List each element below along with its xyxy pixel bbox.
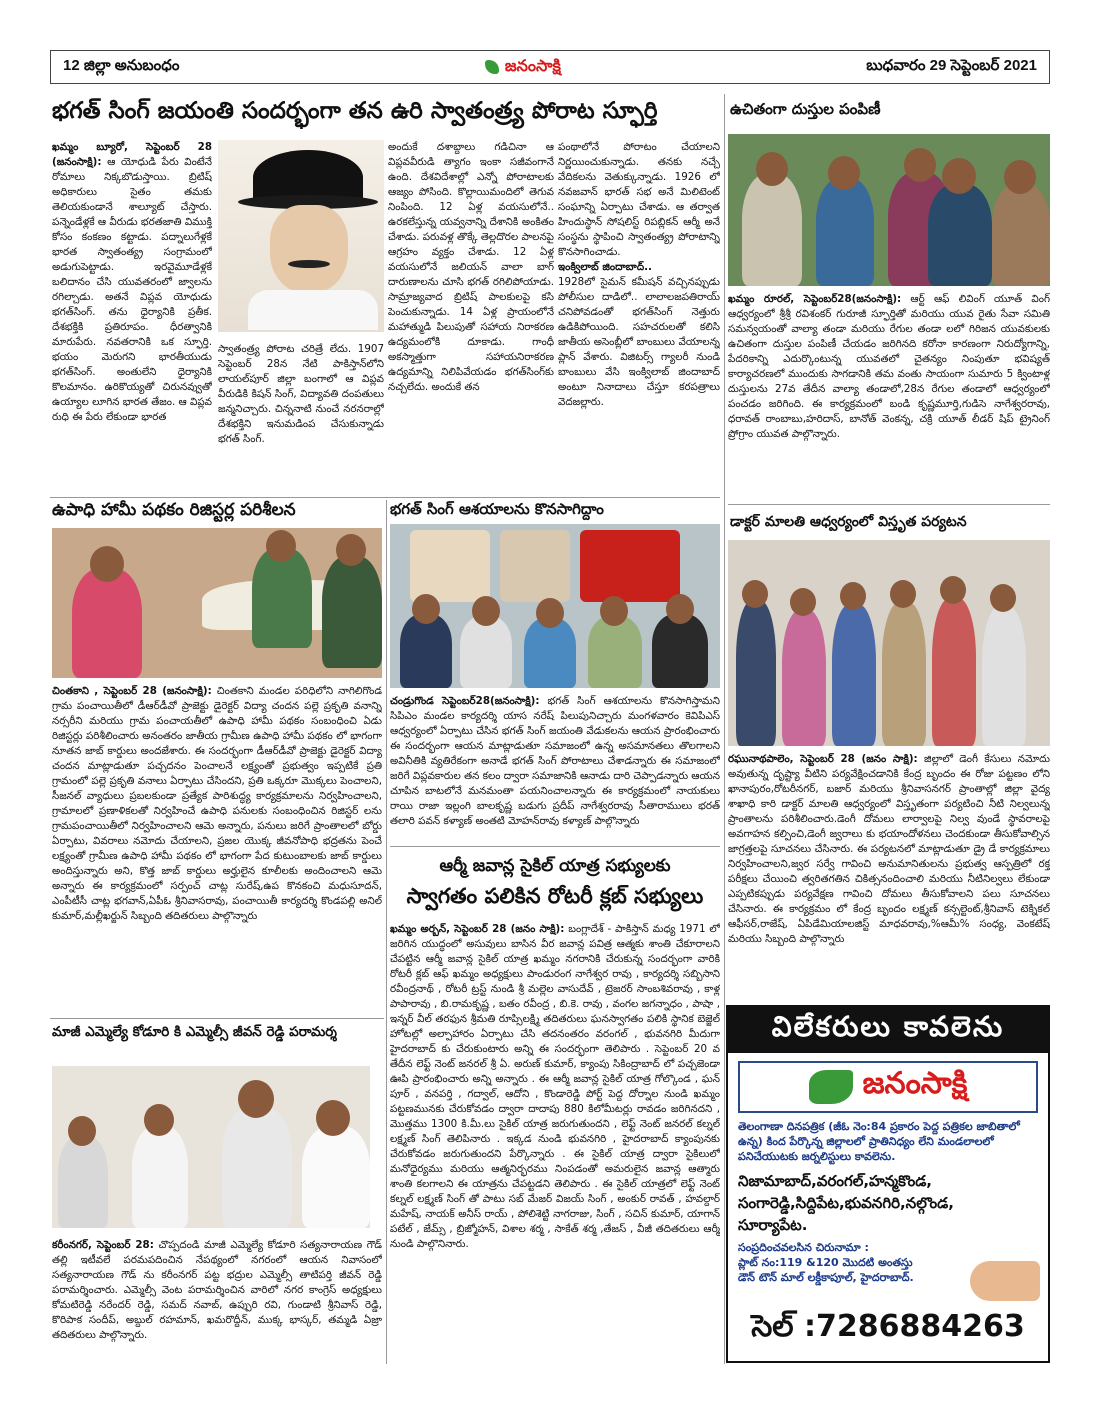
a1-col2: అందుకే దశాబ్దాలు గడిచినా ఆ విప్లవవీరుడి త్యాగం ఇంకా సజీవంగానే ఉంది. దేశవిదేశాల్లో ఎన్నో పోరాటాలకు ఆజ్యం పోసింది. కొల్లాయిమందిలో తెగువ నింపింది. 12 ఏళ్ల వయసులోనే.. ఉరకలేస్తున్న యవ్వనాన్ని దేశానికి అంకితం చేశాడు. పరువళ్ల తొక్కే తెల్లదొరల పాలనపై ఆగ్రహం వ్యక్తం చేశాడు. 12 ఏళ్ల వయసులోనే జలియన్ వాలా బాగ్ దారుణాలను చూసి భగత్ రగిలిపోయాడు. సామ్రాజ్యవాద బ్రిటిష్ పాలకులపై కసి పెంచుకున్నాడు. 14 ఏళ్ల ప్రాయంలోనే మహాత్ముడి పిలుపుతో సహాయ నిరాకరణ ఉద్యమంలోకి దూకాడు. గాంధీ అకస్మాత్తుగా సహాయనిరాకరణ ఉద్యమాన్ని నిలిపివేయడం భగత్‌సింగ్‌కు నచ్చలేదు. అందుకే తన	[388, 141, 554, 393]
bhagat-singh-tribute-photo	[390, 524, 720, 688]
a1-headline: భగత్ సింగ్ జయంతి సందర్భంగా తన ఉరి స్వాతంత్ర్య పోరాట స్ఫూర్తి	[52, 98, 658, 124]
a7-body	[52, 1238, 382, 1368]
page-section-label: 12 జిల్లా అనుబంధం	[63, 56, 180, 74]
a4-headline: భగత్ సింగ్ ఆశయాలను కొనసాగిద్దాం	[390, 500, 604, 518]
a7-headline: మాజీ ఎమ్మెల్యే కోడూరి కి ఎమ్మెల్సీ జీవన్ రెడ్డి పరామర్శ	[52, 1024, 337, 1040]
reporters-wanted-ad	[726, 1005, 1050, 1363]
ad-contact-label: సంప్రదించవలసిన చిరునామా :	[738, 1241, 869, 1254]
a5-headline-1: ఆర్మీ జవాన్ల సైకిల్ యాత్ర సభ్యులకు	[439, 856, 671, 876]
a4-body	[390, 694, 720, 844]
a7-dateline: కరీంనగర్, సెప్టెంబర్ 28:	[52, 1239, 154, 1251]
a5-body	[390, 922, 720, 1364]
ad-logo	[738, 1061, 1038, 1113]
a1-col1	[52, 140, 212, 492]
ad-cities	[728, 1170, 1048, 1236]
ad-title: విలేకరులు కావలెను	[728, 1007, 1048, 1053]
a4-dateline: చండ్రుగొండ సెప్టెంబర్28(జనంసాక్షి):	[390, 695, 540, 707]
a5-text: బంగ్లాదేశ్ - పాకిస్తాన్ మధ్య 1971 లో జరిగిన యుద్ధంలో అసువులు బాసిన వీర జవాన్ల పవిత్ర ఆత్మకు శాంతి చేకూరాలని చేపట్టిన ఆర్మీ జవాన్ల సైకిల్ యాత్ర ఖమ్మం నగరానికి చేరుకున్న సందర్భంగా వారికి రోటరీ క్లబ్ ఆఫ్ ఖమ్మం అధ్యక్షులు పాండురంగ నాగేశ్వర రావు , కార్యదర్శి సబ్బిసాని రవీంద్రనాథ్ , రోటరీ ట్రస్ట్ నుండి శ్రీ మల్లెల వాసుదేవ్ , ట్రెజరర్ సాంబశివరావు , కాళ్ల పాపారావు , బి.రామకృష్ణ , బతం రవీంద్ర , బి.కె. రావు , వంగల జగన్నాధం , పాషా , ఇన్నర్ వీల్ తరఫున శ్రీమతి రూప్సిలక్ష్మి తదితరులు ఘనస్వాగతం పలికి స్థానిక బెజ్జెల్ హోటల్లో అల్పాహారం ఏర్పాటు చేసి తదనంతరం వరంగల్ , భువనగిరి మీదుగా హైదరాబాద్ కు చేరుకుంటారు అన్ని ఈ సందర్భంగా తెలిపారు . సెప్టెంబర్ 20 వ తేదీన లెఫ్ట్ నెంట్ జనరల్ శ్రీ ఏ. అరుణ్ కుమార్, క్యాంపు సికింద్రాబాద్ లో పచ్చజెండా ఊపి ప్రారంభించారు అన్ని అన్నారు . ఈ ఆర్మీ జవాన్ల సైకిల్ యాత్ర గోల్కొండ , ఘన్ పూర్ , వనపర్తి , గద్వాల్, ఆదోని , కొండారెడ్డి పోర్ట్ పెద్ద దోర్నాల నుండి ఖమ్మం పట్టణమునకు చేరుకోవడం ద్వారా దాదాపు 880 కిలోమీటర్లు రావడం జరిగినదని , మొత్తము 1300 కి.మీ.లు సైకిల్ యాత్ర జరుగుతుందని , లెఫ్ట్ నెంట్ జనరల్ కల్నల్ లక్ష్మణ్ సింగ్ తెలిపినారు . ఇక్కడ నుండి భువనగిరి , హైదరాబాద్ క్యాంపునకు చేరుకోవడం జరుగుతుందని పేర్కొన్నారు . ఈ సైకిల్ యాత్ర ద్వారా సైకిలులో మనోధైర్యము మరియు ఆత్మనిర్భరము నింపడంతో అమరులైన జవాన్ల ఆత్మారు శాంతి కలగాలని ఈ యాత్రను చేపట్టడని తెలిపారు . ఈ సైకిల్ యాత్రలో లెఫ్ట్ నెంట్ కల్నల్ లక్ష్మణ్ సింగ్ తో పాటు సబ్ మేజర్ విజయ్ సింగ్ , అంకుర్ రావత్ , హవల్దార్ మహేష్, నాయక్ అనీస్ రాయ్ , పోలిశెట్టి నాగరాజు, సింగ్ , సచిన్ కుమార్, యాగాన్ పటేల్ , జేమ్స్ , బ్రిజ్మోహన్, విశాల శర్మ , సాకేత్ శర్మ ,తేజస్ , వీజీ తదితరులు ఆర్మీ నుండి పాల్గొనినారు.	[390, 923, 720, 1250]
a2-dateline: ఖమ్మం రూరల్, సెప్టెంబర్28(జనంసాక్షి):	[728, 293, 902, 305]
a2-body	[728, 292, 1050, 494]
hand-with-pen-icon	[970, 1261, 1040, 1301]
issue-date: బుధవారం 29 సెప్టెంబర్ 2021	[866, 56, 1037, 74]
logo-text: జనంసాక్షి	[504, 55, 561, 75]
a5-headline-2: స్వాగతం పలికిన రోటరీ క్లబ్ సభ్యులు	[406, 884, 704, 908]
a6-body	[728, 752, 1050, 992]
a1-col1b-text: 1907 సెప్టెంబర్ 28న నేటి పాకిస్తాన్‌లోని లాయల్‌పూర్ జిల్లా బంగాలో ఆ విప్లవ వీరుడికి కిషన్ సింగ్, విద్యావతి దంపతులు జన్మనిచ్చారు. చిన్ననాటి నుంచే నరనరాల్లో దేశభక్తిని ఇనుమడింప చేసుకున్నాడు భగత్ సింగ్.	[218, 343, 384, 445]
ad-body: తెలంగాణా దినపత్రిక (జీఓ నెం:84 ప్రకారం పెద్ద పత్రికల జాబితాలో ఉన్న) కింద పేర్కొన్న జిల్లాలలో ప్రాతినిధ్యం లేని మండలాలలో పనిచేయుటకు జర్నలిస్టులు కావలెను.	[738, 1120, 1020, 1163]
a1-col3b-text: 1928లో సైమన్ కమీషన్ వచ్చినప్పుడు పోలీసుల దాడిలో.. లాలాలజపతిరాయ్ చనిపోవడంతో భగత్‌సింగ్ నెత్తురు ఉడికిపోయింది. సహచరులతో కలిసి జాతీయ అసెంబ్లీలో బాంబులు వేయాలన్న ప్లాన్ వేశారు. విజిటర్స్ గ్యాలరీ నుండి బాంబులు వేసి ఇంక్విలాబ్ జిందాబాద్ అంటూ నినాదాలు చేస్తూ కరపత్రాలు వెదజల్లారు.	[558, 276, 720, 408]
a6-text: జిల్లాలో డెంగీ కేసులు నమోదు అవుతున్న దృష్ట్యా వీటిని పర్యవేక్షించడానికి కేంద్ర బృందం ఈ రోజు పట్టణం లోని ఖానాపురం,రోటరీనగర్, బజార్ మరియు శ్రీనివాసనగర్ ప్రాంతాల్లో జిల్లా వైద్య శాఖాధి కారి డాక్టర్ మాలతి ఆధ్వర్యంలో విస్తృతంగా పర్యటించి నీటి నిల్వలున్న ప్రాంతాలను పరిశీలించారు.డెంగీ దోమలు లార్వాలపై నిల్వ వుండే స్థావరాలపై అవగాహన కల్పించి,డెంగీ జ్వరాలు కు భయాందోళనలు చెందకుండా తీసుకోవాల్సిన జాగ్రత్తలపై సూచనలు చేసినారు. ఈ పర్యటనలో మాట్లాడుతూ డ్రై డే కార్యక్రమాలు నిర్వహించాలని,జ్వర సర్వే గావించి అనుమానితులను ప్రభుత్వ ఆస్పత్రిలో రక్త పరీక్షలు చేయించి త్వరితగతిన చికిత్సనందించాలి మరియు నీటినిల్వలు లేకుండా ఎప్పటికప్పుడు పర్యవేక్షణ గావించి దోమలు తీసుకోవాలని పలు సూచనలు చేసినారు. ఈ కార్యక్రమం లో కేంద్ర బృందం లక్ష్మణ్ కన్సల్టెంట్,శ్రీనివాస్ టెక్నికల్ ఆఫీసర్,రాజేష్, ఏపిడేమియాలజిస్ట్ మాధవరావు,%ఆమీ% సంధ్య, వెంకటేష్ మరియు సిబ్బంది పాల్గొన్నారు	[728, 753, 1050, 945]
ad-address-1: ప్లాట్ నం:119 &120 మొదటి అంతస్తు	[738, 1256, 913, 1269]
a3-headline: ఉపాధి హామీ పథకం రిజిస్టర్ల పరిశీలన	[52, 500, 296, 520]
a1-col3-text: పంథాలోనే పోరాటం చేయాలని నిర్ణయించుకున్నాడు. తనకు నచ్చే వేదికలను వెతుక్కున్నాడు. 1926 లో నవజవాన్ భారత్ సభ అనే మిలిటెంట్ సంఘాన్ని ఏర్పాటు చేశాడు. ఆ తర్వాత హిందుస్థాన్ సోషలిస్ట్ రిపబ్లికన్ ఆర్మీ అనే సంస్థను స్థాపించి స్వాతంత్య్ర పోరాటాన్ని కొనసాగించాడు.	[558, 141, 720, 258]
a4-text: భగత్ సింగ్ ఆశయాలను కొనసాగిస్తామని సిపిఎం మండల కార్యదర్శి యాస నరేష్ పిలుపునిచ్చారు మంగళవారం కెవిపిఎస్ ఆధ్వర్యంలో ఏర్పాటు చేసిన భగత్ సింగ్ జయంతి వేడుకలను ఆయన ప్రారంభించారు ఈ సందర్భంగా ఆయన మాట్లాడుతూ సమాజంలో ఉన్న అసమానతలు తొలగాలని అవినీతికి వ్యతిరేకంగా అనాడే భగత్ సింగ్ పోరాటాలు చేశాడన్నారు ఈ సమాజంలో జరిగే విప్లవకారుల తన కలం ద్వారా సమాజానికి ఆనాడు దారి చెప్పాడన్నారు ఆయన చూపిన బాటలోనే మనమంతా పయనించాలన్నారు ఈ కార్యక్రమంలో నాయకులు రాయి రాజా ఇల్లంగి బాలకృష్ణ బడుగు ప్రదీప్ నాగేశ్వరరావు సీతారాములు భరత్ తలారి పవన్ కళ్యాణ్ అంతటి మోహన్‌రావు కళ్యాణ్ పాల్గొన్నారు	[390, 695, 720, 827]
a6-dateline: రఘునాథపాలెం, సెప్టెంబర్ 28 (జనం సాక్షి):	[728, 753, 918, 765]
a6-headline: డాక్టర్ మాలతి ఆధ్వర్యంలో విస్తృత పర్యటన	[730, 514, 967, 530]
condolence-visit-photo	[52, 1066, 370, 1228]
masthead-logo	[485, 56, 561, 79]
a1-caption: స్వాతంత్ర్య పోరాట చరిత్రే లేదు.	[218, 343, 352, 355]
clothes-distribution-photo	[728, 134, 1050, 286]
telangana-map-icon	[809, 1070, 853, 1104]
leaf-icon	[485, 60, 499, 74]
a2-text: ఆర్ట్ ఆఫ్ లివింగ్ యూత్ వింగ్ ఆధ్వర్యంలో శ్రీశ్రీ రవిశంకర్ గురూజీ స్ఫూర్తితో మరియు యువ రైతు సేవా సమితి సమన్వయంతో వాల్యా తండా మరియు రేగుల తండా లలో గిరిజన యువకులకు ఉచితంగా దుస్తుల పంపిణీ చేయడం జరిగినది కరోనా కారణంగా నిరుద్యోగాన్ని, పేదరికాన్ని ఎదుర్కొంటున్న యువతలో చైతన్యం నింపుతూ భవిష్యత్ కార్యాచరణలో ముందుకు సాగడానికి తమ వంతు సాయంగా సుమారు 5 క్వింటాళ్ల దుస్తులను 27వ తేదీన వాల్యా తండాలో,28న రేగుల తండాలో ఆధ్వర్యంలో పంచడం జరిగింది. ఈ కార్యక్రమంలో బండి కృష్ణమూర్తి,గుడిసె నాగేశ్వరరావు, ధరావత్ రాంబాబు,హరిదాస్, బానోత్ వెంకన్న, చక్రి యూత్ లీడర్ షిప్ ట్రైనింగ్ ప్రోగ్రాం యువత పాల్గొన్నారు.	[728, 293, 1050, 440]
ad-cities-line-1: నిజామాబాద్,వరంగల్,హన్మకొండ,	[738, 1172, 932, 1190]
a1-dateline: ఖమ్మం బ్యూరో, సెప్టెంబర్ 28 (జనంసాక్షి):	[52, 141, 212, 168]
ad-phone: సెల్ :7286884263	[751, 1309, 1025, 1344]
ad-cities-line-2: సంగారెడ్డి,సిద్దిపేట,భువనగిరి,నల్గొండ,	[738, 1194, 954, 1212]
registers-inspection-photo	[52, 528, 382, 678]
field-visit-photo	[728, 540, 1050, 746]
a1-col1b	[218, 342, 384, 492]
a1-col3	[558, 140, 720, 492]
masthead	[50, 50, 1050, 84]
a3-text: చింతకాని మండల పరిధిలోని నాగిలిగొండ గ్రామ పంచాయితీలో డీఆర్‌డీవో ప్రాజెక్టు డైరెక్టర్ విద్యా చందన పల్లె ప్రకృతి వనాన్ని నర్సరీని మరియు గ్రామ పంచాయతీలో ఉపాధి హామీ పథకం సంబంధించి ఏడు రిజిస్టర్లు పరిశీలించారు అనంతరం జాతీయ గ్రామీణ ఉపాధి హామీ పథకం లో భాగంగా నూతన జాబ్ కార్డులు అందజేశారు. ఈ సందర్భంగా డీఆర్‌డీవో ప్రాజెక్టు డైరెక్టర్ విద్యా చందన మాట్లాడుతూ పచ్చదనం పెంచాలనే లక్ష్యంతో ప్రభుత్వం ఇప్పటికే ప్రతి గ్రామంలో పల్లె ప్రకృతి వనాలు ఏర్పాటు చేసిందని, ప్రతి ఒక్కరూ మొక్కలు పెంచాలని, సీజనల్ వ్యాధులు ప్రబలకుండా ప్రత్యేక పారిశుద్ధ్య కార్యక్రమాలను నిర్వహించాలని, గ్రామాలలో ప్రణాళికలతో నిర్వహించే ఉపాధి పనులకు సంబంధించిన రిజిస్టర్ లను గ్రామపంచాయితీలో నిర్వహించాలని ఆమె అన్నారు, పనులు జరిగే ప్రాంతాలలో బోర్డు ఏర్పాటు, వివరాలు నమోదు చేయాలని, ప్రజల యొక్క జీవనోపాధి భద్రతను పెంచే లక్ష్యంతో గ్రామీణ ఉపాధి హామీ పథకం లో భాగంగా పేద కుటుంబాలకు జాబ్ కార్డులు అందిస్తున్నారు అని, కొత్త జాబ్ కార్డులు అర్హులైన కూలీలకు అందించాలని ఆమె అన్నారు ఈ కార్యక్రమంలో సర్పంచ్ చాట్ల సురేష్,ఉప కొనకంచి మధుసూదన్, ఎంపీటీసీ చాట్ల భగవాన్,ఏపీఓ శ్రీనివాసరావు, పంచాయితీ కార్యదర్శి కొండపల్లి అనిల్ కుమార్,మల్లీఖర్జున్ సిబ్బంది తదితరులు పాల్గొన్నారు	[52, 685, 382, 922]
a2-headline: ఉచితంగా దుస్తుల పంపిణీ	[730, 100, 881, 118]
a1-col1-text: ఆ యోధుడి పేరు వింటేనే రోమాలు నిక్కబొడుస్తాయి. బ్రిటిష్ అధికారులు సైతం తమకు తెలియకుండానే శాల్యూట్ చేస్తారు. పన్నెండేళ్లకే ఆ వీరుడు భరతజాతి విముక్తి కోసం కంకణం కట్టాడు. పద్నాలుగేళ్లకే భారత స్వాతంత్య్ర సంగ్రామంలో అడుగుపెట్టాడు. ఇరవైమూడేళ్లకే బలిదానం చేసి యువతరంలో జ్వాలను రగిల్చాడు. అతనే విప్లవ యోధుడు భగత్‌సింగ్. తను ధైర్యానికి ప్రతీక. దేశభక్తికి ప్రతిరూపం. ధీరత్వానికి మారుపేరు. నవతరానికి ఒక స్ఫూర్తి. భయం మెరుగని భారతీయుడు భగత్‌సింగ్. అంతులేని ధైర్యానికి కొలమానం. ఉరికొయ్యతో చిరునవ్వుతో ఉయ్యాల లూగిన భారత తేజం. ఆ విప్లవ రుధి ఈ పేరు లేకుండా భారత	[52, 156, 212, 423]
a3-dateline: చింతకాని , సెప్టెంబర్ 28 (జనంసాక్షి):	[52, 685, 212, 697]
a7-text: చొప్పదండి మాజీ ఎమ్మెల్యే కోడూరి సత్యనారాయణ గౌడ్ తల్లి ఇటీవలే పరమపదించిన నేపథ్యంలో నగరంలో ఆయన నివాసంలో సత్యనారాయణ గౌడ్ ను కరీంనగర్ పట్ట భద్రుల ఎమ్మెల్సీ తాటిపర్తి జీవన్ రెడ్డి పరామర్శించారు. ఎమ్మెల్సీ వెంట పరామర్శించిన వారిలో నగర కాంగ్రెస్ అధ్యక్షులు కోమటిరెడ్డి నరేందర్ రెడ్డి, సమద్ నవాబ్, ఉప్పురి రవి, గుండాటి శ్రీనివాస్ రెడ్డి, కొరిపాక సందీప్, అబ్దుల్ రహమాన్, ఖమరొద్దీన్, ముక్క భాస్కర్, తమ్మడి ఏజ్రా తదితరులు పాల్గొన్నారు.	[52, 1239, 382, 1341]
ad-cities-line-3: సూర్యాపేట.	[738, 1216, 808, 1234]
a1-subhead: ఇంక్విలాబ్ జిందాబాద్..	[558, 261, 652, 273]
bhagat-singh-portrait	[218, 140, 384, 332]
ad-logo-text: జనంసాక్షి	[862, 1066, 968, 1101]
a3-body	[52, 684, 382, 1014]
a5-dateline: ఖమ్మం అర్బన్, సెప్టెంబర్ 28 (జనం సాక్షి):	[390, 923, 565, 935]
ad-address-2: డౌన్ టౌన్ మాల్ లక్డీకాపూల్, హైదరాబాద్.	[738, 1271, 914, 1284]
